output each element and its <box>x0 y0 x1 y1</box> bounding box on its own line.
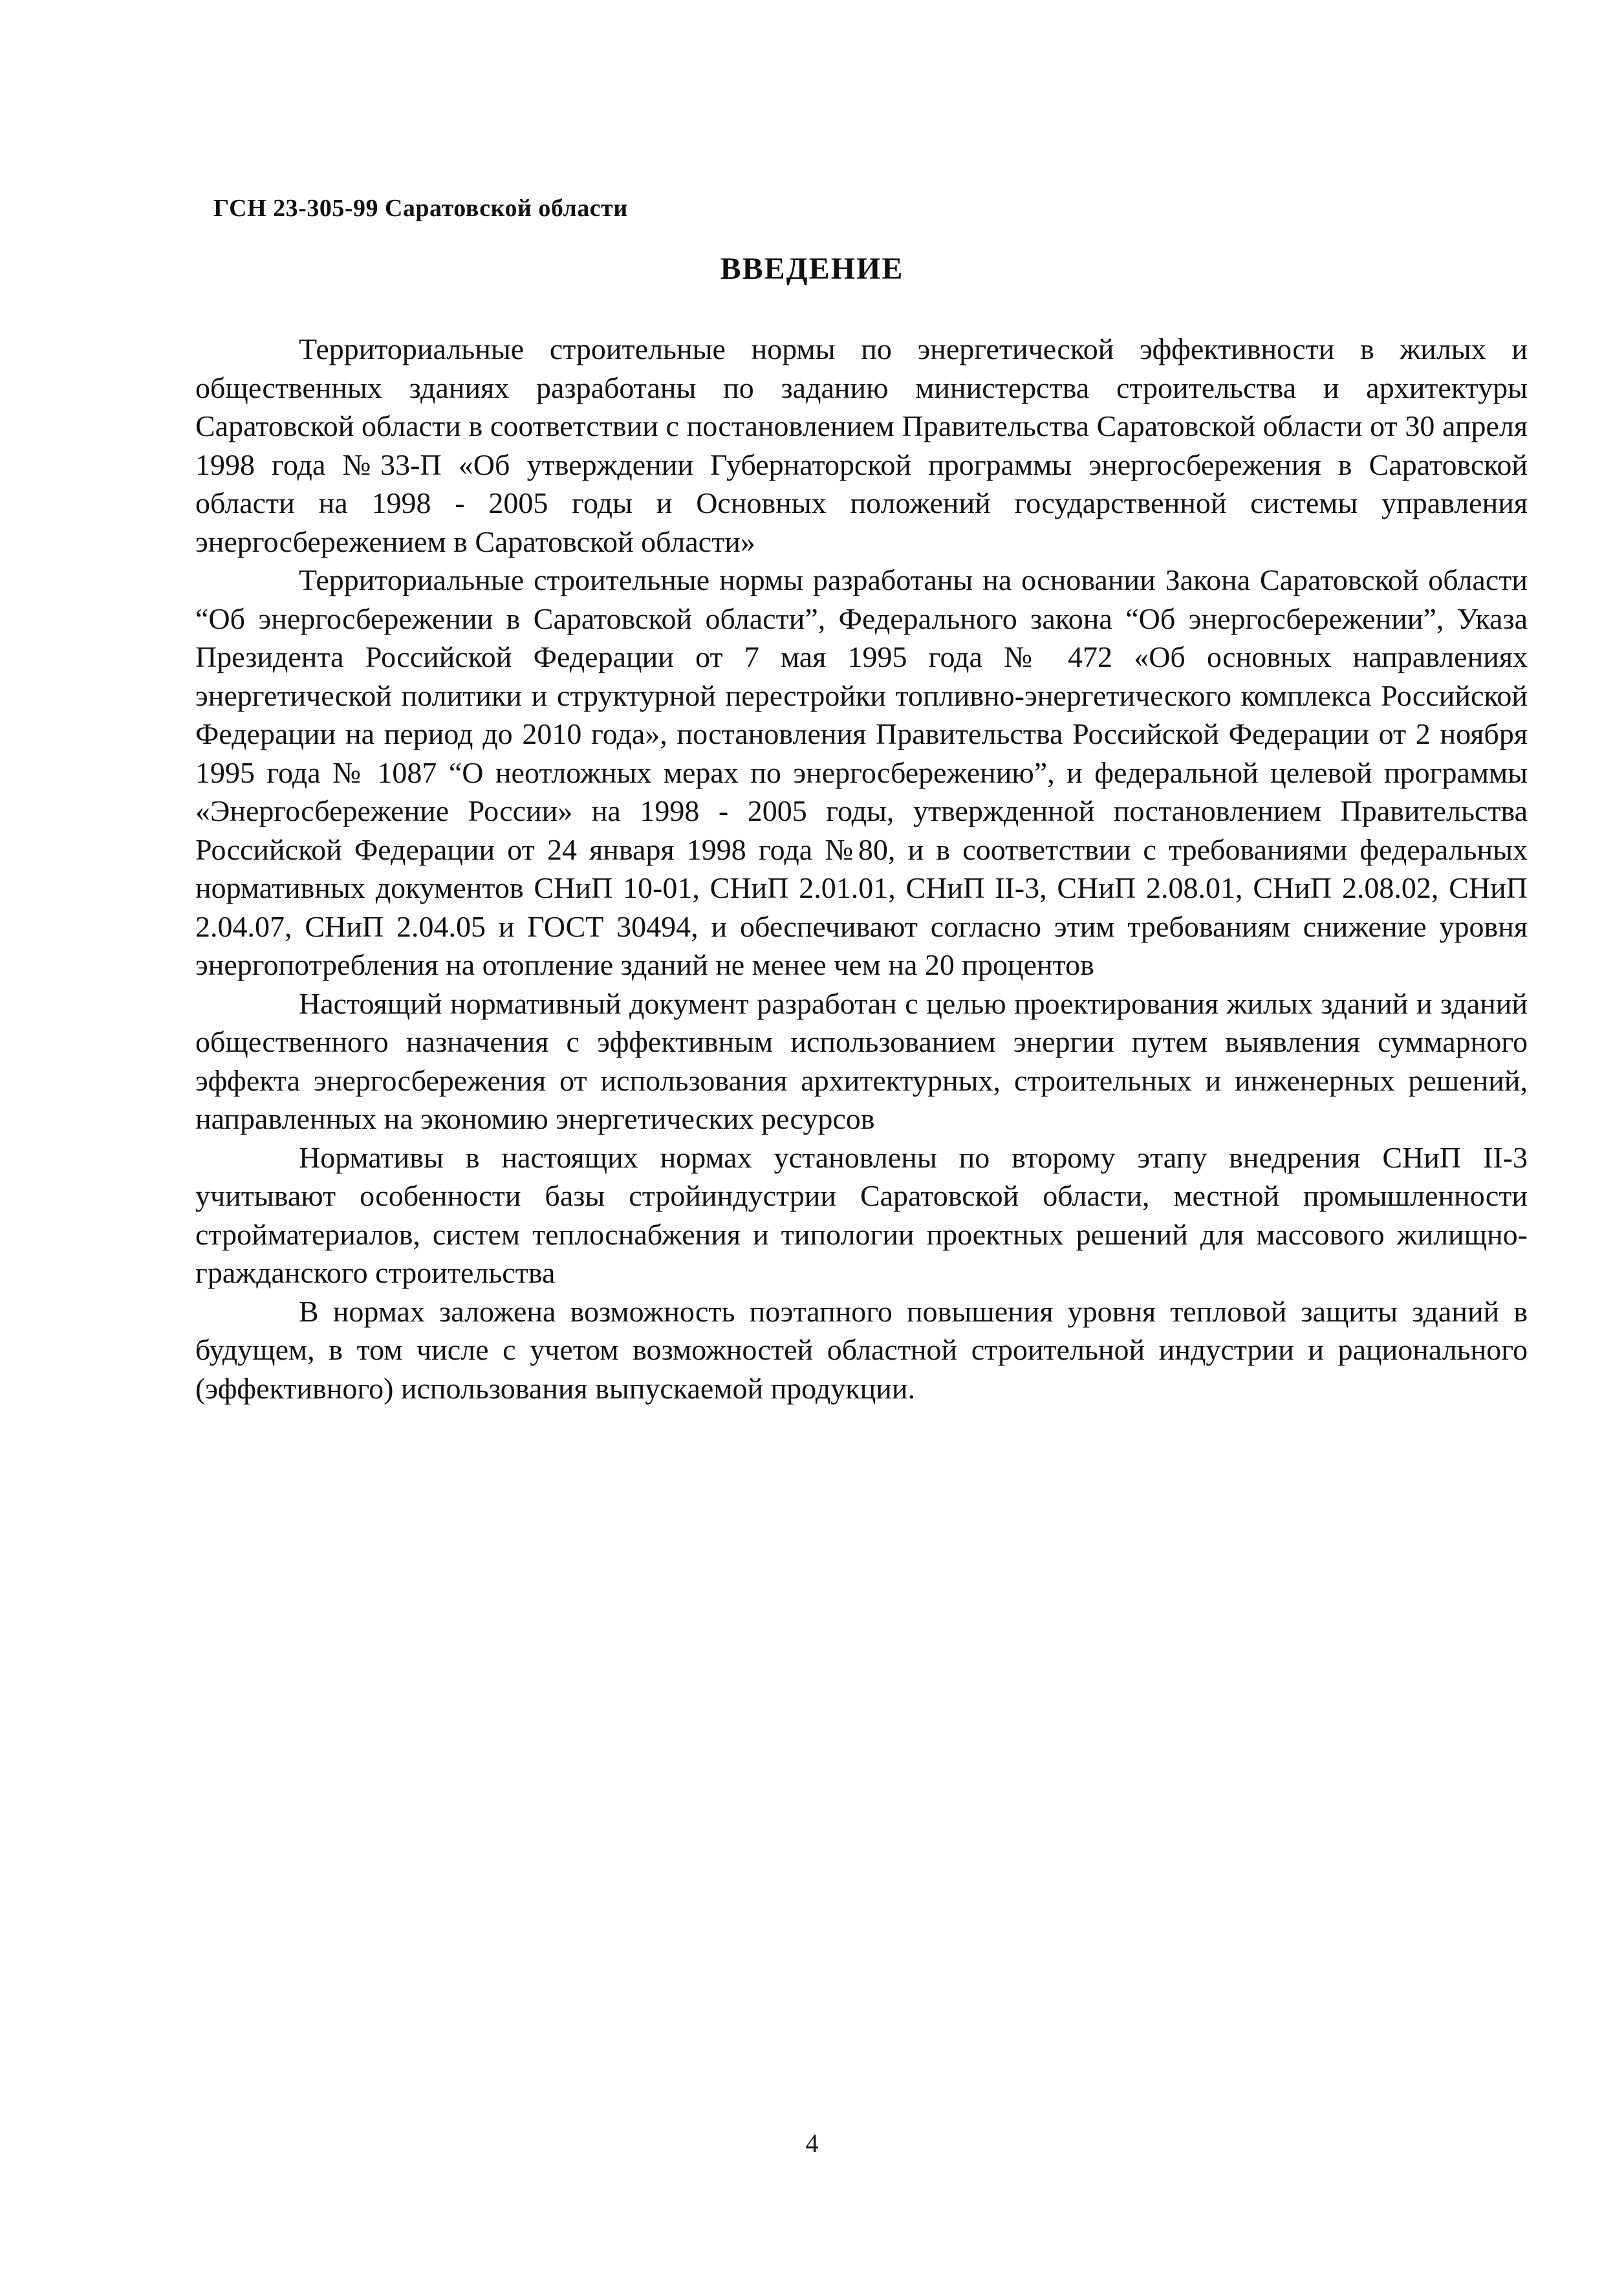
body-text <box>195 330 1528 1407</box>
paragraph: Настоящий нормативный документ разработан с целью проектирования жилых зданий и зданий общественного назначения с эффективным использованием энергии путем выявления суммарного эффекта энергосбережения от использования архитектурных, строительных и инженерных решений, направленных на экономию энергетических ресурсов <box>195 986 1528 1135</box>
page-number: 4 <box>805 2129 819 2158</box>
paragraph: В нормах заложена возможность поэтапного повышения уровня тепловой защиты зданий в будущем, в том числе с учетом возможностей областной строительной индустрии и рационального (эффективного) использования выпускаемой продукции. <box>195 1294 1528 1405</box>
paragraph: Территориальные строительные нормы по энергетической эффективности в жилых и общественных зданиях разработаны по заданию министерства строительства и архитектуры Саратовской области в соответствии с постановлением Правительства Саратовской области от 30 апреля 1998 года №33-П «Об утверждении Губернаторской программы энергосбережения в Саратовской области на 1998 - 2005 годы и Основных положений государственной системы управления энергосбережением в Саратовской области» <box>195 332 1528 558</box>
paragraph: Территориальные строительные нормы разработаны на основании Закона Саратовской области “Об энергосбережении в Саратовской области”, Федерального закона “Об энергосбережении”, Указа Президента Российской Федерации от 7 мая 1995 года № 472 «Об основных направлениях энергетической политики и структурной перестройки топливно-энергетического комплекса Российской Федерации на период до 2010 года», постановления Правительства Российской Федерации от 2 ноября 1995 года № 1087 “О неотложных мерах по энергосбережению”, и федеральной целевой программы «Энергосбережение России» на 1998 - 2005 годы, утвержденной постановлением Правительства Российской Федерации от 24 января 1998 года №80, и в соответствии с требованиями федеральных нормативных документов СНиП 10-01, СНиП 2.01.01, СНиП II-3, СНиП 2.08.01, СНиП 2.08.02, СНиП 2.04.07, СНиП 2.04.05 и ГОСТ 30494, и обеспечивают согласно этим требованиям снижение уровня энергопотребления на отопление зданий не менее чем на 20 процентов <box>195 563 1528 981</box>
section-title: ВВЕДЕНИЕ <box>720 252 904 286</box>
paragraph: Нормативы в настоящих нормах установлены по второму этапу внедрения СНиП II-3 учитывают особенности базы стройиндустрии Саратовской области, местной промышленности стройматериалов, систем теплоснабжения и типологии проектных решений для массового жилищно-гражданского строительства <box>195 1140 1528 1289</box>
document-header: ГСН 23-305-99 Саратовской области <box>213 195 628 222</box>
